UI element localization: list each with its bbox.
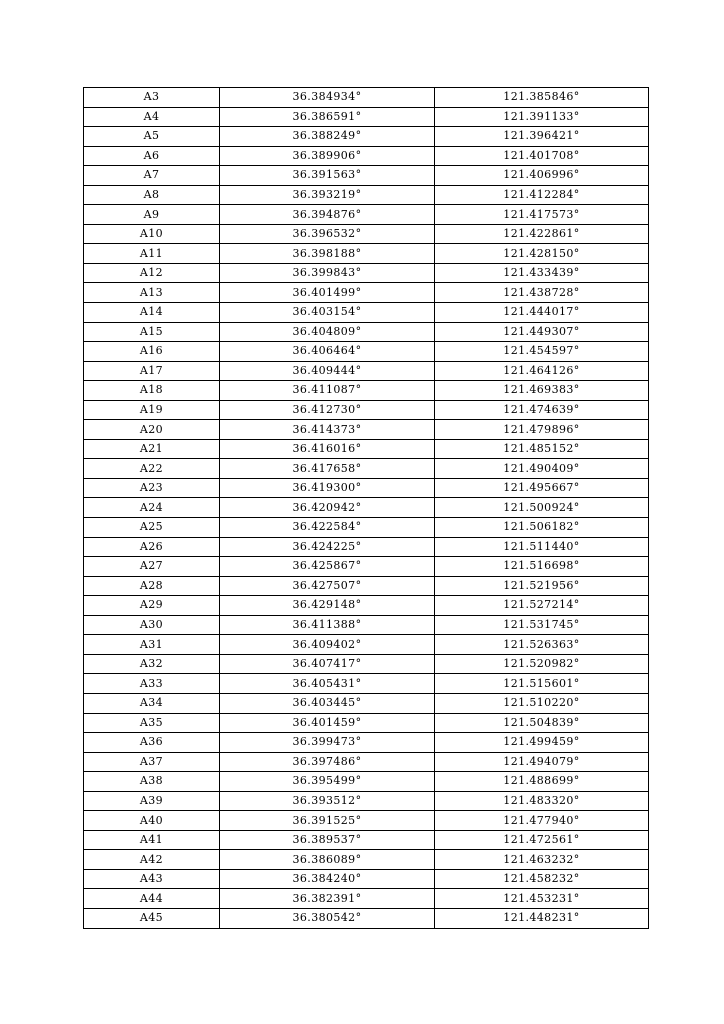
latitude-cell: 36.396532° [220, 224, 435, 244]
longitude-cell: 121.479896° [435, 420, 649, 440]
longitude-cell: 121.494079° [435, 752, 649, 772]
point-id-cell: A11 [84, 244, 220, 264]
point-id-cell: A27 [84, 557, 220, 577]
longitude-cell: 121.422861° [435, 224, 649, 244]
latitude-cell: 36.399843° [220, 263, 435, 283]
table-row [84, 908, 649, 928]
point-id-cell: A25 [84, 518, 220, 538]
point-id-cell: A35 [84, 713, 220, 733]
table-row [84, 557, 649, 577]
table-row [84, 361, 649, 381]
table-row [84, 205, 649, 225]
table-row [84, 772, 649, 792]
coordinate-table-body [84, 88, 649, 929]
latitude-cell: 36.412730° [220, 400, 435, 420]
point-id-cell: A20 [84, 420, 220, 440]
table-row [84, 478, 649, 498]
point-id-cell: A7 [84, 166, 220, 186]
longitude-cell: 121.485152° [435, 439, 649, 459]
latitude-cell: 36.406464° [220, 342, 435, 362]
latitude-cell: 36.393219° [220, 185, 435, 205]
longitude-cell: 121.433439° [435, 263, 649, 283]
table-row [84, 596, 649, 616]
latitude-cell: 36.419300° [220, 478, 435, 498]
point-id-cell: A29 [84, 596, 220, 616]
table-row [84, 498, 649, 518]
longitude-cell: 121.464126° [435, 361, 649, 381]
point-id-cell: A31 [84, 635, 220, 655]
point-id-cell: A41 [84, 830, 220, 850]
table-row [84, 303, 649, 323]
latitude-cell: 36.420942° [220, 498, 435, 518]
table-row [84, 733, 649, 753]
table-row [84, 811, 649, 831]
table-row [84, 439, 649, 459]
table-row [84, 693, 649, 713]
latitude-cell: 36.404809° [220, 322, 435, 342]
point-id-cell: A30 [84, 615, 220, 635]
longitude-cell: 121.474639° [435, 400, 649, 420]
longitude-cell: 121.469383° [435, 381, 649, 401]
point-id-cell: A12 [84, 263, 220, 283]
point-id-cell: A37 [84, 752, 220, 772]
latitude-cell: 36.401499° [220, 283, 435, 303]
longitude-cell: 121.526363° [435, 635, 649, 655]
longitude-cell: 121.511440° [435, 537, 649, 557]
longitude-cell: 121.458232° [435, 869, 649, 889]
longitude-cell: 121.504839° [435, 713, 649, 733]
table-row [84, 654, 649, 674]
longitude-cell: 121.527214° [435, 596, 649, 616]
longitude-cell: 121.483320° [435, 791, 649, 811]
point-id-cell: A19 [84, 400, 220, 420]
latitude-cell: 36.401459° [220, 713, 435, 733]
table-row [84, 146, 649, 166]
table-row [84, 244, 649, 264]
latitude-cell: 36.391563° [220, 166, 435, 186]
latitude-cell: 36.389537° [220, 830, 435, 850]
latitude-cell: 36.397486° [220, 752, 435, 772]
longitude-cell: 121.510220° [435, 693, 649, 713]
point-id-cell: A15 [84, 322, 220, 342]
table-row [84, 381, 649, 401]
table-row [84, 830, 649, 850]
latitude-cell: 36.389906° [220, 146, 435, 166]
table-row [84, 185, 649, 205]
longitude-cell: 121.453231° [435, 889, 649, 909]
point-id-cell: A28 [84, 576, 220, 596]
latitude-cell: 36.405431° [220, 674, 435, 694]
table-row [84, 166, 649, 186]
longitude-cell: 121.516698° [435, 557, 649, 577]
latitude-cell: 36.384240° [220, 869, 435, 889]
longitude-cell: 121.401708° [435, 146, 649, 166]
point-id-cell: A40 [84, 811, 220, 831]
table-row [84, 283, 649, 303]
point-id-cell: A5 [84, 127, 220, 147]
longitude-cell: 121.477940° [435, 811, 649, 831]
longitude-cell: 121.417573° [435, 205, 649, 225]
longitude-cell: 121.385846° [435, 88, 649, 108]
table-row [84, 459, 649, 479]
point-id-cell: A39 [84, 791, 220, 811]
latitude-cell: 36.409402° [220, 635, 435, 655]
table-row [84, 400, 649, 420]
point-id-cell: A4 [84, 107, 220, 127]
table-row [84, 518, 649, 538]
longitude-cell: 121.500924° [435, 498, 649, 518]
table-row [84, 713, 649, 733]
latitude-cell: 36.386591° [220, 107, 435, 127]
longitude-cell: 121.515601° [435, 674, 649, 694]
longitude-cell: 121.448231° [435, 908, 649, 928]
longitude-cell: 121.499459° [435, 733, 649, 753]
point-id-cell: A24 [84, 498, 220, 518]
latitude-cell: 36.398188° [220, 244, 435, 264]
longitude-cell: 121.495667° [435, 478, 649, 498]
longitude-cell: 121.449307° [435, 322, 649, 342]
latitude-cell: 36.425867° [220, 557, 435, 577]
latitude-cell: 36.386089° [220, 850, 435, 870]
point-id-cell: A21 [84, 439, 220, 459]
latitude-cell: 36.403445° [220, 693, 435, 713]
point-id-cell: A26 [84, 537, 220, 557]
latitude-cell: 36.380542° [220, 908, 435, 928]
point-id-cell: A23 [84, 478, 220, 498]
table-row [84, 889, 649, 909]
latitude-cell: 36.409444° [220, 361, 435, 381]
table-row [84, 850, 649, 870]
point-id-cell: A33 [84, 674, 220, 694]
latitude-cell: 36.411388° [220, 615, 435, 635]
latitude-cell: 36.393512° [220, 791, 435, 811]
longitude-cell: 121.506182° [435, 518, 649, 538]
longitude-cell: 121.438728° [435, 283, 649, 303]
table-row [84, 752, 649, 772]
table-row [84, 107, 649, 127]
point-id-cell: A38 [84, 772, 220, 792]
coordinate-table [83, 87, 649, 929]
point-id-cell: A45 [84, 908, 220, 928]
point-id-cell: A42 [84, 850, 220, 870]
latitude-cell: 36.429148° [220, 596, 435, 616]
table-row [84, 224, 649, 244]
point-id-cell: A6 [84, 146, 220, 166]
latitude-cell: 36.424225° [220, 537, 435, 557]
point-id-cell: A17 [84, 361, 220, 381]
point-id-cell: A32 [84, 654, 220, 674]
longitude-cell: 121.490409° [435, 459, 649, 479]
table-row [84, 342, 649, 362]
latitude-cell: 36.382391° [220, 889, 435, 909]
latitude-cell: 36.407417° [220, 654, 435, 674]
longitude-cell: 121.454597° [435, 342, 649, 362]
point-id-cell: A36 [84, 733, 220, 753]
table-row [84, 674, 649, 694]
longitude-cell: 121.412284° [435, 185, 649, 205]
point-id-cell: A44 [84, 889, 220, 909]
latitude-cell: 36.395499° [220, 772, 435, 792]
table-row [84, 791, 649, 811]
table-row [84, 88, 649, 108]
point-id-cell: A34 [84, 693, 220, 713]
table-row [84, 263, 649, 283]
table-row [84, 127, 649, 147]
longitude-cell: 121.391133° [435, 107, 649, 127]
point-id-cell: A22 [84, 459, 220, 479]
longitude-cell: 121.488699° [435, 772, 649, 792]
table-row [84, 322, 649, 342]
point-id-cell: A13 [84, 283, 220, 303]
point-id-cell: A43 [84, 869, 220, 889]
longitude-cell: 121.521956° [435, 576, 649, 596]
point-id-cell: A9 [84, 205, 220, 225]
table-row [84, 537, 649, 557]
latitude-cell: 36.427507° [220, 576, 435, 596]
latitude-cell: 36.422584° [220, 518, 435, 538]
point-id-cell: A18 [84, 381, 220, 401]
longitude-cell: 121.472561° [435, 830, 649, 850]
latitude-cell: 36.388249° [220, 127, 435, 147]
longitude-cell: 121.396421° [435, 127, 649, 147]
latitude-cell: 36.391525° [220, 811, 435, 831]
latitude-cell: 36.417658° [220, 459, 435, 479]
latitude-cell: 36.411087° [220, 381, 435, 401]
longitude-cell: 121.531745° [435, 615, 649, 635]
latitude-cell: 36.416016° [220, 439, 435, 459]
table-row [84, 615, 649, 635]
latitude-cell: 36.403154° [220, 303, 435, 323]
table-row [84, 869, 649, 889]
longitude-cell: 121.463232° [435, 850, 649, 870]
point-id-cell: A3 [84, 88, 220, 108]
point-id-cell: A14 [84, 303, 220, 323]
point-id-cell: A10 [84, 224, 220, 244]
table-row [84, 635, 649, 655]
longitude-cell: 121.406996° [435, 166, 649, 186]
longitude-cell: 121.444017° [435, 303, 649, 323]
latitude-cell: 36.384934° [220, 88, 435, 108]
latitude-cell: 36.414373° [220, 420, 435, 440]
longitude-cell: 121.520982° [435, 654, 649, 674]
longitude-cell: 121.428150° [435, 244, 649, 264]
point-id-cell: A16 [84, 342, 220, 362]
table-row [84, 576, 649, 596]
point-id-cell: A8 [84, 185, 220, 205]
latitude-cell: 36.399473° [220, 733, 435, 753]
latitude-cell: 36.394876° [220, 205, 435, 225]
table-row [84, 420, 649, 440]
